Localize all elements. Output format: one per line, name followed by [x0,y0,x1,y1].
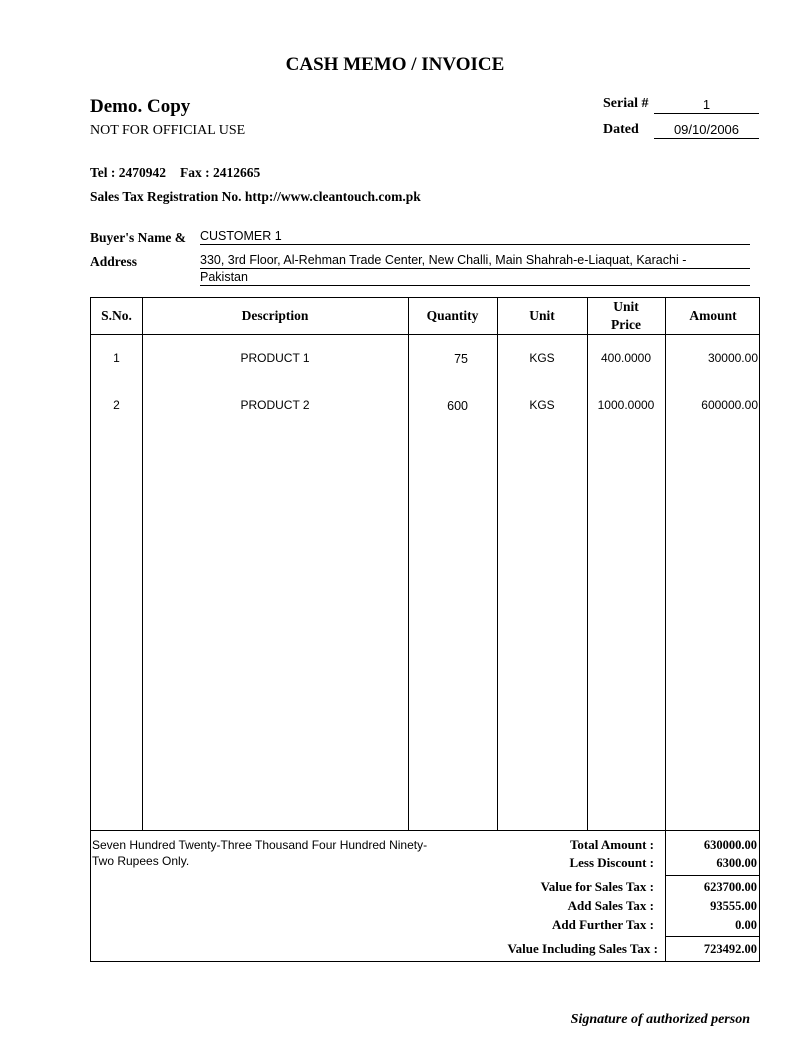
address-line-2: Pakistan [200,269,750,286]
unit-price-header-line-2: Price [611,317,641,332]
total-amount-label: Total Amount : [569,837,654,852]
row-2-unit-price: 1000.0000 [597,398,655,412]
items-table [90,297,760,831]
column-header-quantity: Quantity [426,308,479,323]
address-label: Address [90,254,138,269]
address-line-1: 330, 3rd Floor, Al-Rehman Trade Center, New Challi, Main Shahrah-e-Liaquat, Karachi - [200,252,750,269]
serial-value: 1 [654,97,759,114]
contact-info [90,165,260,181]
column-header-amount: Amount [689,308,737,323]
row-2-description: PRODUCT 2 [240,398,310,412]
value-including-sales-tax-label: Value Including Sales Tax : [507,941,658,956]
document-title: CASH MEMO / INVOICE [285,54,505,75]
column-header-description: Description [241,308,309,323]
dated-label: Dated [603,122,639,137]
value-for-sales-tax-value: 623700.00 [703,880,757,894]
add-further-tax-value: 0.00 [735,918,757,932]
row-2-amount: 600000.00 [701,398,758,412]
row-1-quantity: 75 [454,352,468,366]
column-header-unit-price [587,298,665,334]
row-1-description: PRODUCT 1 [240,351,310,365]
column-header-unit: Unit [529,308,555,323]
add-further-tax-label: Add Further Tax : [552,917,654,932]
value-for-sales-tax-label: Value for Sales Tax : [540,879,654,894]
amount-in-words: Seven Hundred Twenty-Three Thousand Four Hundred Ninety-Two Rupees Only. [92,838,428,868]
buyer-name-label: Buyer's Name & [90,230,186,245]
total-amount-value: 630000.00 [703,838,757,852]
column-header-sno: S.No. [101,308,132,323]
less-discount-label: Less Discount : [569,855,654,870]
row-1-unit: KGS [529,351,555,365]
row-2-unit: KGS [529,398,555,412]
row-1-sno: 1 [113,351,120,365]
serial-label: Serial # [603,96,649,111]
signature-caption: Signature of authorized person [570,1012,750,1027]
row-2-sno: 2 [113,398,120,412]
fax: Fax : 2412665 [180,165,261,180]
dated-value: 09/10/2006 [654,122,759,139]
add-sales-tax-label: Add Sales Tax : [567,898,654,913]
buyer-name-value: CUSTOMER 1 [200,228,750,245]
row-1-unit-price: 400.0000 [600,351,652,365]
value-including-sales-tax-value: 723492.00 [703,942,757,956]
official-use-notice: NOT FOR OFFICIAL USE [90,123,246,138]
row-1-amount: 30000.00 [707,351,758,365]
copy-label: Demo. Copy [90,96,191,117]
totals-section [90,830,760,962]
telephone: Tel : 2470942 [90,165,167,180]
row-2-quantity: 600 [447,399,468,413]
sales-tax-registration: Sales Tax Registration No. http://www.cleantouch.com.pk [90,189,421,204]
unit-price-header-line-1: Unit [613,299,639,314]
less-discount-value: 6300.00 [716,856,757,870]
add-sales-tax-value: 93555.00 [710,899,757,913]
